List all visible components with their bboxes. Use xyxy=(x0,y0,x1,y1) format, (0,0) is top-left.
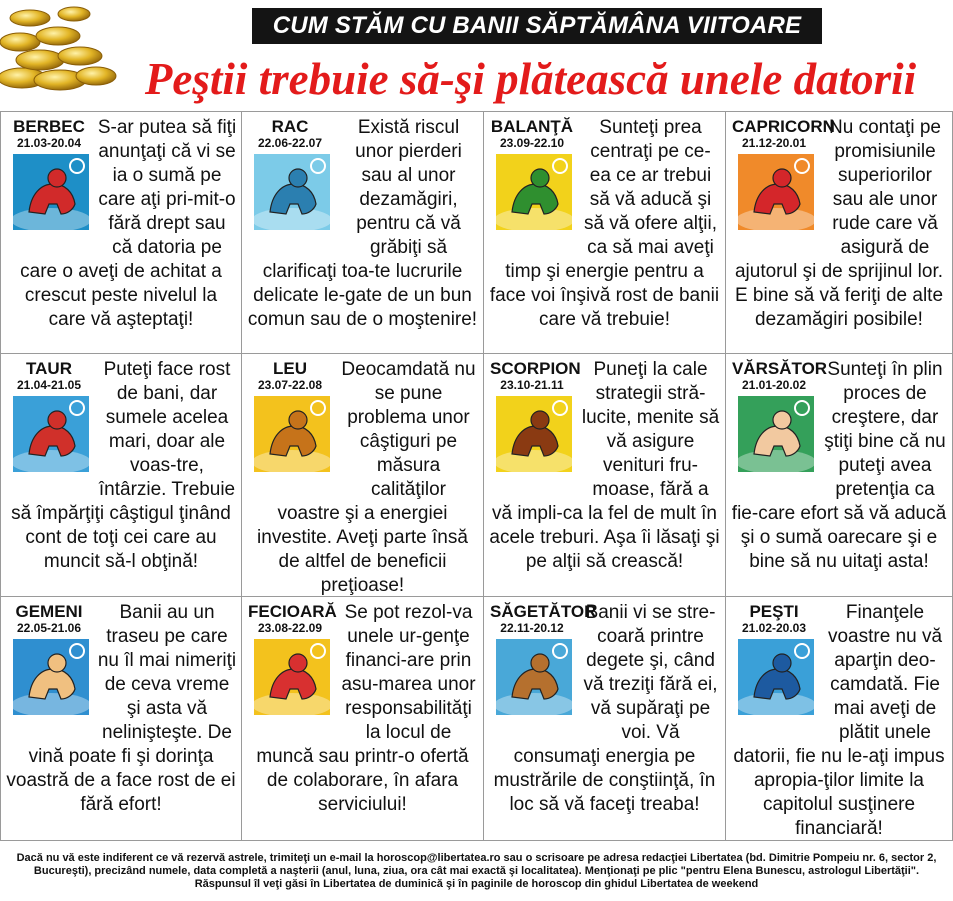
scorpion-icon xyxy=(496,396,572,472)
archer-icon xyxy=(496,639,572,715)
sign-card-gemeni xyxy=(0,597,242,841)
sign-dates: 21.12-20.01 xyxy=(741,136,807,150)
section-banner xyxy=(252,8,822,44)
sign-dates: 23.09-22.10 xyxy=(499,136,565,150)
sign-name: BALANŢĂ xyxy=(490,117,574,136)
sign-dates: 21.03-20.04 xyxy=(16,136,82,150)
sign-card-scorpion xyxy=(484,354,726,597)
sign-dates: 21.04-21.05 xyxy=(16,378,82,392)
sign-dates: 22.05-21.06 xyxy=(16,621,82,635)
lion-icon xyxy=(254,396,330,472)
sign-forecast-text: Se pot rezol-va unele ur-genţe financi-are prin asu-marea unor responsabilităţi la locul de muncă sau printr-o ofertă de colaborare, în afara serviciului! xyxy=(256,602,476,815)
sign-name: VĂRSĂTOR xyxy=(732,359,828,378)
sign-name: TAUR xyxy=(26,359,72,378)
sign-name: SCORPION xyxy=(490,359,581,378)
sign-forecast-text: Puteţi face rost de bani, dar sumele acelea mari, doar ale voas-tre, întârzie. Trebuie să împărţiţi câştigul ţinând cont de toţi cei care au muncit să-l obţină! xyxy=(11,359,236,572)
ram-icon xyxy=(13,154,89,230)
sign-card-taur xyxy=(0,354,242,597)
sign-dates: 23.07-22.08 xyxy=(257,378,323,392)
sign-card-fecioară xyxy=(242,597,484,841)
sign-name: CAPRICORN xyxy=(732,117,835,136)
sign-name: GEMENI xyxy=(15,602,83,621)
sign-card-rac xyxy=(242,111,484,354)
sign-forecast-text: Finanţele voastre nu vă aparţin deo-camdată. Fie mai aveţi de plătit unele datorii, fie nu le-aţi impus apropia-ţilor limite la capitolul susţinere financiară! xyxy=(733,602,945,839)
sign-forecast-text: Banii vi se stre-coară printre degete şi, când vă treziţi fără ei, vă supăraţi pe voi. Vă consumaţi energia pe mustrările de conştiinţă, în loc să vă faceţi treaba! xyxy=(493,602,718,815)
bull-icon xyxy=(13,396,89,472)
sign-dates: 21.01-20.02 xyxy=(741,378,807,392)
sign-forecast-text: Puneţi la cale strategii stră-lucite, menite să vă asigure venituri fru-moase, fără a vă impli-ca la fel de mult în acele treburi. Aşa îi lăsaţi şi pe alţii să crească! xyxy=(489,359,720,572)
sign-forecast-text: Sunteţi în plin proces de creştere, dar ştiţi bine că nu puteţi avea pretenţia ca fie-care efort să vă aducă şi o sumă oarecare şi e bine să nu uitaţi asta! xyxy=(731,359,947,572)
crab-icon xyxy=(254,154,330,230)
goat-icon xyxy=(738,154,814,230)
sign-forecast-text: S-ar putea să fiţi anunţaţi că vi se ia o sumă pe care aţi pri-mit-o fără drept sau că datoria pe care o aveţi de achitat a crescut peste nivelul la care vă aşteptaţi! xyxy=(20,117,237,330)
sign-dates: 23.08-22.09 xyxy=(257,621,323,635)
sign-dates: 21.02-20.03 xyxy=(741,621,807,635)
sign-forecast-text: Sunteţi prea centraţi pe ce-ea ce ar trebui să vă aducă şi să vă ofere alţii, ca să mai aveţi timp şi energie pentru a face voi înşivă rost de banii care vă trebuie! xyxy=(489,117,720,330)
sign-dates: 22.06-22.07 xyxy=(257,136,323,150)
fish-icon xyxy=(738,639,814,715)
sign-name: PEŞTI xyxy=(749,602,799,621)
sign-name: SĂGETĂTOR xyxy=(490,602,597,621)
scales-icon xyxy=(496,154,572,230)
footer-note: Dacă nu vă este indiferent ce vă rezervă astrele, trimiteţi un e-mail la horoscop@libertatea.ro sau o scrisoare pe adresa redacţiei Libertatea (bd. Dimitrie Pompeiu nr. 6, sector 2, Bucureşti), precizând numele, data completă a naşterii (anul, luna, ziua, ora cât mai exactă şi localitatea). Menţionaţi pe plic "pentru Elena Bunescu, astrologul Libertăţii". Răspunsul îl veţi găsi în Libertatea de duminică şi în paginile de horoscop din ghidul Libertatea de weekend xyxy=(16,852,937,890)
banner-title: CUM STĂM CU BANII SĂPTĂMÂNA VIITOARE xyxy=(272,12,802,39)
sign-forecast-text: Există riscul unor pierderi sau al unor dezamăgiri, pentru că vă grăbiţi să clarificaţi toa-te lucrurile delicate le-gate de un bun comun sau de o moştenire! xyxy=(247,117,478,330)
sign-forecast-text: Banii au un traseu pe care nu îl mai nimeriţi de ceva vreme şi asta vă nelinişteşte. De vină poate fi şi dorinţa voastră de a face rost de ei fără efort! xyxy=(6,602,237,815)
sign-forecast-text: Nu contaţi pe promisiunile superiorilor sau ale unor rude care vă asigură de ajutorul şi de sprijinul lor. E bine să vă feriţi de alte dezamăgiri posibile! xyxy=(734,117,944,330)
headline: Peştii trebuie să-şi plătească unele datorii xyxy=(144,54,917,104)
sign-card-săgetător xyxy=(484,597,726,841)
sign-card-balanţă xyxy=(484,111,726,354)
horoscope-grid xyxy=(0,111,953,841)
sign-name: RAC xyxy=(271,117,309,136)
virgo-icon xyxy=(254,639,330,715)
sign-card-berbec xyxy=(0,111,242,354)
sign-dates: 22.11-20.12 xyxy=(500,621,564,635)
sign-card-peşti xyxy=(726,597,953,841)
twins-icon xyxy=(13,639,89,715)
sign-dates: 23.10-21.11 xyxy=(500,378,564,392)
aquarius-icon xyxy=(738,396,814,472)
sign-card-capricorn xyxy=(726,111,953,354)
sign-name: LEU xyxy=(273,359,307,378)
sign-card-vărsător xyxy=(726,354,953,597)
sign-card-leu xyxy=(242,354,484,597)
sign-name: BERBEC xyxy=(13,117,85,136)
sign-forecast-text: Deocamdată nu se pune problema unor câştiguri pe măsura calităţilor voastre şi a energiei investite. Aveţi parte însă de altfel de beneficii preţioase! xyxy=(257,359,476,596)
sign-name: FECIOARĂ xyxy=(248,602,337,621)
gold-coins-image xyxy=(0,0,118,92)
